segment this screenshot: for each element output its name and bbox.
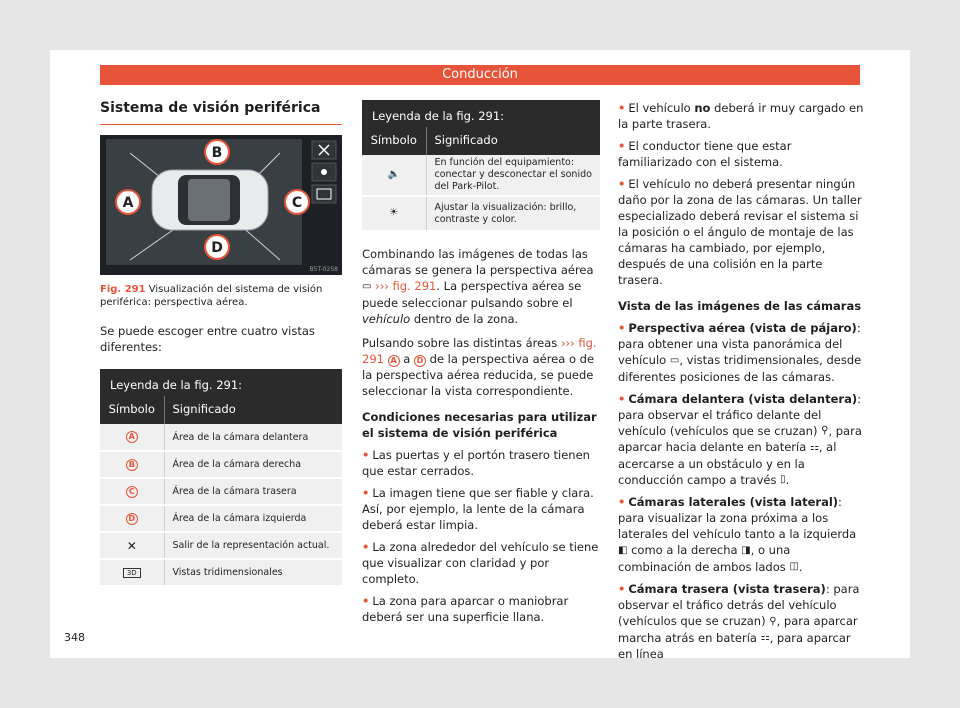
legend-meaning: Área de la cámara delantera — [164, 424, 342, 451]
legend-table-1 — [100, 369, 342, 587]
conditions-list — [362, 447, 600, 625]
paragraph-1 — [362, 246, 600, 327]
subheading: Vista de las imágenes de las cámaras — [618, 299, 862, 313]
subheading: Condiciones necesarias para utilizar el sistema de visión periférica — [362, 409, 597, 440]
text: a — [403, 351, 411, 366]
manual-page — [50, 50, 910, 661]
figure-code: B5T-0258 — [309, 266, 338, 273]
figure-caption — [100, 283, 342, 309]
intro-text: Se puede escoger entre cuatro vistas diferentes: — [100, 324, 315, 354]
legend-meaning: Ajustar la visualización: brillo, contraste y color. — [426, 196, 600, 231]
list-item: • Cámara delantera (vista delantera): para observar el tráfico delante del vehículo (vehículos que se cruzan) ⚲, para aparcar hacia delante en batería ⚏, al acercarse a un obstáculo y en la conducción campo a través ▯. — [618, 391, 862, 487]
figure-291 — [100, 135, 342, 275]
text: Pulsando sobre las distintas áreas — [362, 335, 558, 350]
text: . La perspectiva aérea se puede seleccionar pulsando sobre el — [362, 279, 582, 310]
label-d-badge: D — [126, 513, 138, 525]
paragraph-2 — [362, 335, 600, 399]
close-icon: ✕ — [100, 532, 164, 559]
label-b-badge: B — [126, 459, 138, 471]
section-header: Conducción — [100, 65, 860, 85]
views-list — [618, 320, 864, 662]
right-side-icon: ◨ — [741, 544, 751, 556]
label-c-badge: C — [126, 486, 138, 498]
sound-icon: 🔈 — [387, 168, 400, 180]
text: de la perspectiva aérea o de la perspectiva aérea reducida, se puede seleccionar la vista correspondiente. — [362, 351, 595, 398]
page-number: 348 — [64, 631, 85, 644]
list-item: • La imagen tiene que ser fiable y clara. Así, por ejemplo, la lente de la cámara deberá estar limpia. — [362, 485, 594, 532]
label-d[interactable] — [205, 235, 229, 259]
figure-caption-text: Visualización del sistema de visión periférica: perspectiva aérea. — [100, 284, 323, 308]
brightness-icon: ☀ — [389, 207, 399, 219]
list-item: • El vehículo no deberá ir muy cargado en la parte trasera. — [618, 101, 864, 131]
text: dentro de la zona. — [413, 311, 519, 326]
svg-text:B: B — [211, 145, 223, 161]
legend-table-2 — [362, 100, 600, 232]
3d-view-icon: ▭ — [669, 354, 680, 366]
text-italic: vehículo — [362, 311, 411, 326]
svg-text:D: D — [211, 240, 223, 256]
figure-ref: Fig. 291 — [100, 284, 146, 295]
label-a-badge: A — [388, 355, 400, 367]
list-item: • El vehículo no deberá presentar ningún daño por la zona de las cámaras. Un taller especializado deberá revisar el sistema si la posición o el ángulo de montaje de las cámaras ha cambiado, por ejemplo, después de una colisión en la parte trasera. — [618, 177, 862, 287]
3d-view-icon: 3D — [123, 568, 141, 578]
list-item: • La zona alrededor del vehículo se tiene que visualizar con claridad y por completo. — [362, 539, 599, 586]
parking-icon: ⚏ — [809, 441, 819, 453]
rear-cross-traffic-icon: ⚲ — [769, 615, 777, 627]
legend-header-meaning: Significado — [426, 127, 600, 155]
column-left — [100, 100, 342, 587]
table-row — [362, 196, 600, 231]
settings-icon[interactable] — [312, 163, 336, 181]
label-c[interactable] — [285, 190, 309, 214]
3d-view-icon[interactable] — [312, 185, 336, 203]
section-title: Sistema de visión periférica — [100, 100, 342, 125]
table-row — [362, 155, 600, 196]
text: Combinando las imágenes de todas las cámaras se genera la perspectiva aérea — [362, 247, 594, 277]
legend-header-meaning: Significado — [164, 396, 342, 424]
bird-view-illustration — [100, 135, 342, 275]
legend-header-symbol: Símbolo — [362, 127, 426, 155]
table-row — [100, 424, 342, 451]
legend-caption: Leyenda de la fig. 291: — [100, 369, 342, 396]
svg-text:A: A — [122, 195, 134, 211]
label-a-badge: A — [126, 431, 138, 443]
legend-header-symbol: Símbolo — [100, 396, 164, 424]
rear-parking-icon: ⚏ — [760, 632, 770, 643]
table-row — [100, 478, 342, 505]
legend-caption: Leyenda de la fig. 291: — [362, 100, 600, 127]
column-right — [618, 100, 864, 668]
label-a[interactable] — [116, 190, 140, 214]
table-row — [100, 505, 342, 532]
figure-link[interactable]: ››› fig. 291 — [375, 279, 437, 293]
list-item: • La zona para aparcar o maniobrar deberá ser una superficie llana. — [362, 593, 569, 624]
table-row — [100, 451, 342, 478]
left-side-icon: ◧ — [618, 544, 628, 556]
legend-meaning: Vistas tridimensionales — [164, 559, 342, 586]
label-d-badge: D — [414, 355, 426, 367]
both-sides-icon: ◫ — [789, 561, 799, 572]
svg-text:C: C — [291, 195, 303, 211]
close-icon[interactable] — [312, 141, 336, 159]
legend-meaning: Salir de la representación actual. — [164, 532, 342, 559]
conditions-list-cont — [618, 100, 864, 288]
list-item: • Cámaras laterales (vista lateral): para visualizar la zona próxima a los laterales del vehículo tanto a la izquierda ◧ como a la derecha ◨, o una combinación de ambos lados ◫. — [618, 495, 857, 574]
legend-meaning: En función del equipamiento: conectar y desconectar el sonido del Park-Pilot. — [426, 155, 600, 196]
legend-meaning: Área de la cámara trasera — [164, 478, 342, 505]
label-b[interactable] — [205, 140, 229, 164]
list-item: • Cámara trasera (vista trasera): para observar el tráfico detrás del vehículo (vehículos que se cruzan) ⚲, para aparcar marcha atrás en batería ⚏, para aparcar en línea — [618, 582, 860, 661]
list-item: • Perspectiva aérea (vista de pájaro): para obtener una vista panorámica del vehículo ▭, vistas tridimensionales, desde diferentes posiciones de las cámaras. — [618, 321, 862, 384]
column-middle — [362, 100, 600, 631]
legend-meaning: Área de la cámara izquierda — [164, 505, 342, 532]
3d-view-icon: ▭ — [362, 280, 372, 292]
list-item: • Las puertas y el portón trasero tienen que estar cerrados. — [362, 447, 590, 478]
list-item: • El conductor tiene que estar familiarizado con el sistema. — [618, 139, 792, 169]
car-top-view — [152, 170, 268, 230]
table-row — [100, 559, 342, 586]
table-row — [100, 532, 342, 559]
cross-traffic-icon: ⚲ — [821, 425, 829, 436]
figure-link[interactable]: ››› fig. 291 — [362, 335, 597, 366]
offroad-icon: ▯ — [780, 474, 786, 485]
legend-meaning: Área de la cámara derecha — [164, 451, 342, 478]
